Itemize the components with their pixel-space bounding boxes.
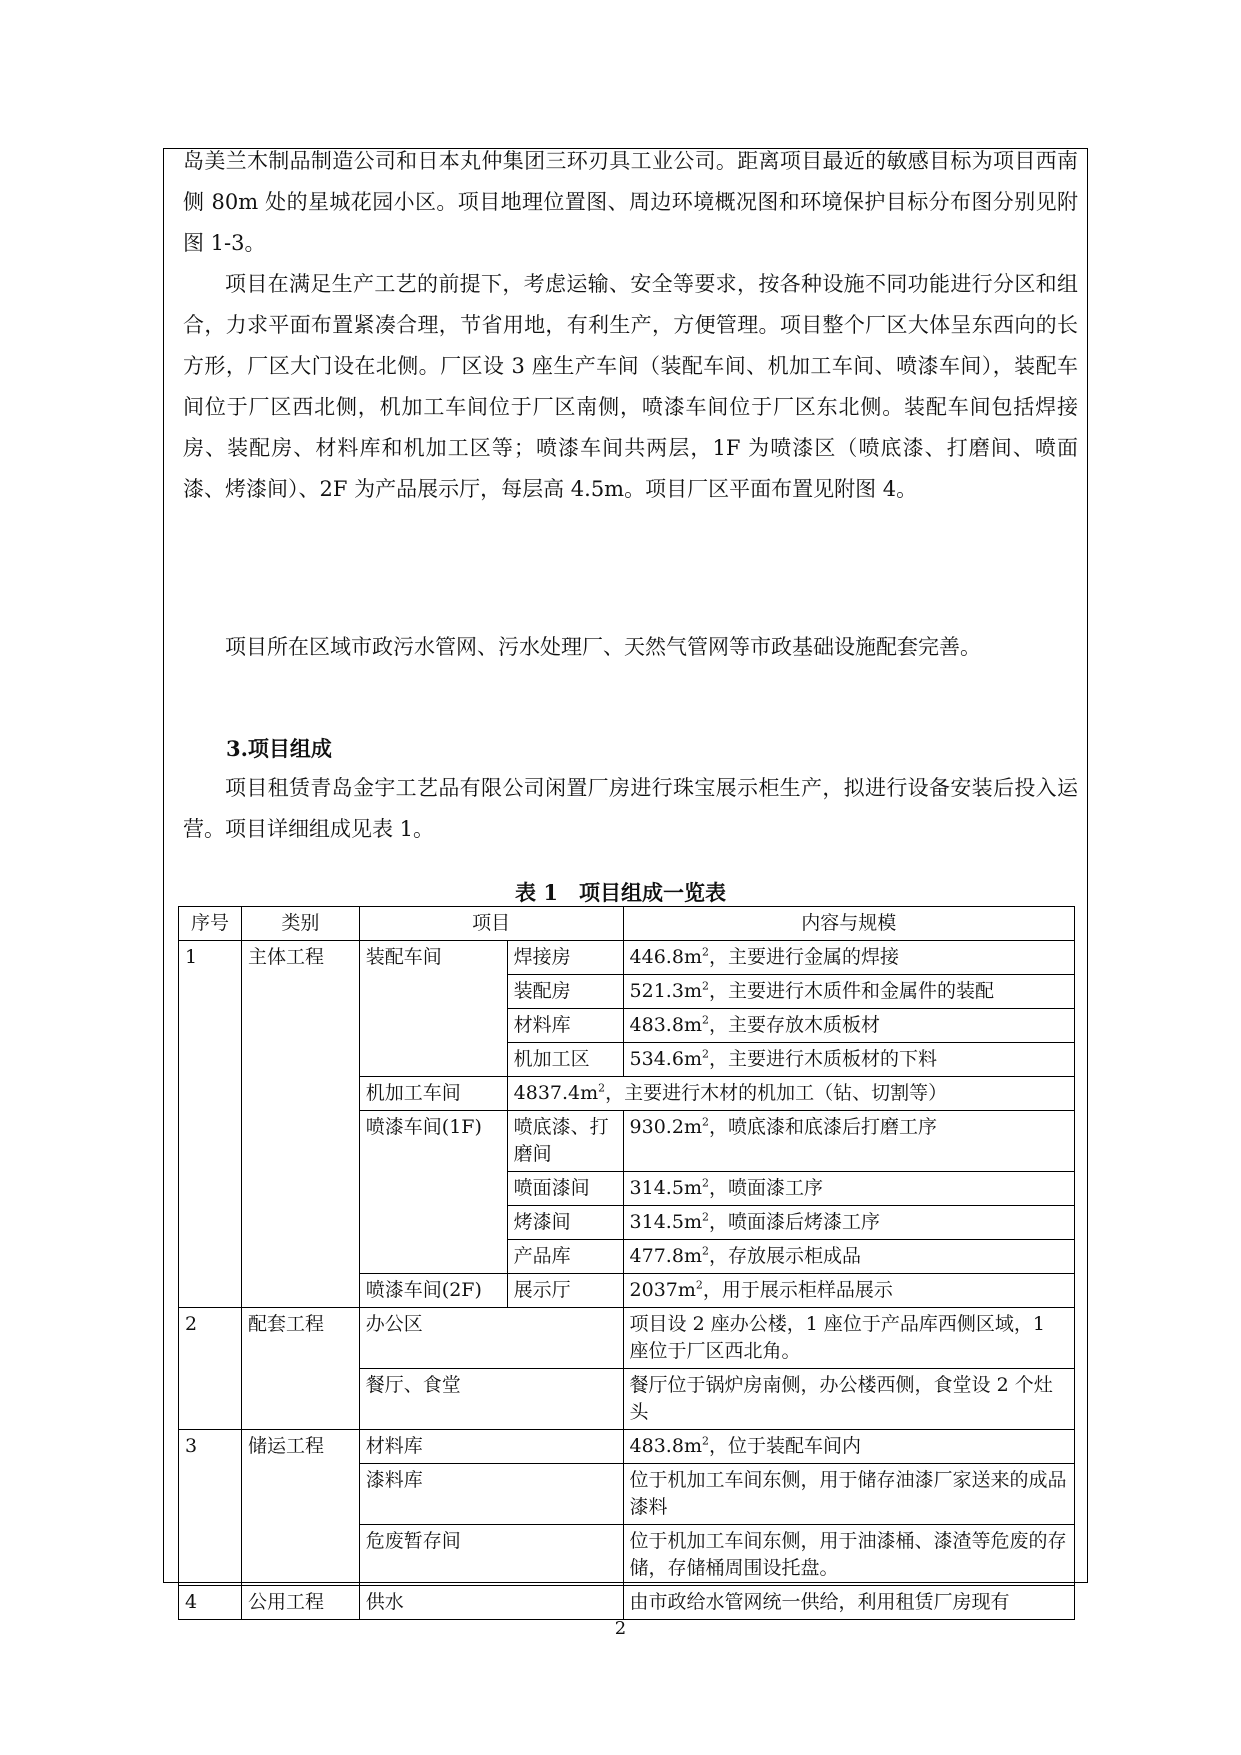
cell-content: $534.6m^2$，主要进行木质板材的下料	[623, 1043, 1074, 1077]
cell-content: $477.8m^2$，存放展示柜成品	[623, 1240, 1074, 1274]
table-header-row	[179, 907, 1075, 941]
cell-index: 2	[179, 1308, 242, 1430]
cell-content: 餐厅位于锅炉房南侧，办公楼西侧，食堂设 2 个灶头	[623, 1369, 1074, 1430]
paragraph-4: 项目租赁青岛金宇工艺品有限公司闲置厂房进行珠宝展示柜生产，拟进行设备安装后投入运营。项目详细组成见表 1。	[183, 776, 1078, 841]
cell-subitem: 机加工区	[507, 1043, 623, 1077]
table-caption: 表 1 项目组成一览表	[515, 880, 726, 905]
cell-content: $930.2m^2$，喷底漆和底漆后打磨工序	[623, 1111, 1074, 1172]
cell-content: 位于机加工车间东侧，用于储存油漆厂家送来的成品漆料	[623, 1464, 1074, 1525]
header-item: 项目	[359, 907, 623, 941]
page-number: 2	[614, 1618, 627, 1639]
cell-content: $314.5m^2$，喷面漆后烤漆工序	[623, 1206, 1074, 1240]
project-composition-table	[178, 906, 1075, 1620]
cell-index: 3	[179, 1430, 242, 1586]
header-content: 内容与规模	[623, 907, 1074, 941]
cell-subitem: 喷底漆、打磨间	[507, 1111, 623, 1172]
cell-content: 由市政给水管网统一供给，利用租赁厂房现有	[623, 1586, 1074, 1620]
cell-content: 位于机加工车间东侧，用于油漆桶、漆渣等危废的存储，存储桶周围设托盘。	[623, 1525, 1074, 1586]
cell-subitem: 产品库	[507, 1240, 623, 1274]
table-row	[179, 941, 1075, 975]
cell-item: 供水	[359, 1586, 623, 1620]
cell-content: $521.3m^2$，主要进行木质件和金属件的装配	[623, 975, 1074, 1009]
cell-item: 危废暂存间	[359, 1525, 623, 1586]
cell-subitem: 烤漆间	[507, 1206, 623, 1240]
cell-subitem: 焊接房	[507, 941, 623, 975]
cell-content: 项目设 2 座办公楼，1 座位于产品库西侧区域，1 座位于厂区西北角。	[623, 1308, 1074, 1369]
header-category: 类别	[241, 907, 359, 941]
cell-subitem: 展示厅	[507, 1274, 623, 1308]
cell-category: 储运工程	[241, 1430, 359, 1586]
cell-subitem: 材料库	[507, 1009, 623, 1043]
cell-content: $4837.4m^2$，主要进行木材的机加工（钻、切割等）	[507, 1077, 1074, 1111]
cell-category: 配套工程	[241, 1308, 359, 1430]
table-row	[179, 1586, 1075, 1620]
cell-content: $2037m^2$，用于展示柜样品展示	[623, 1274, 1074, 1308]
cell-item: 机加工车间	[359, 1077, 507, 1111]
cell-content: $314.5m^2$，喷面漆工序	[623, 1172, 1074, 1206]
paragraph-2: 项目在满足生产工艺的前提下，考虑运输、安全等要求，按各种设施不同功能进行分区和组合，力求平面布置紧凑合理，节省用地，有利生产，方便管理。项目整个厂区大体呈东西向的长方形，厂区大门设在北侧。厂区设 3 座生产车间（装配车间、机加工车间、喷漆车间），装配车间位于厂区西北侧，机加工车间位于厂区南侧，喷漆车间位于厂区东北侧。装配车间包括焊接房、装配房、材料库和机加工区等；喷漆车间共两层，1F 为喷漆区（喷底漆、打磨间、喷面漆、烤漆间）、2F 为产品展示厅，每层高 4.5m。项目厂区平面布置见附图 4。	[183, 272, 1078, 501]
table-row	[179, 1308, 1075, 1369]
cell-item: 办公区	[359, 1308, 623, 1369]
paragraph-3: 项目所在区域市政污水管网、污水处理厂、天然气管网等市政基础设施配套完善。	[225, 635, 981, 659]
header-index: 序号	[179, 907, 242, 941]
cell-content: $483.8m^2$，位于装配车间内	[623, 1430, 1074, 1464]
section-heading: 3.项目组成	[226, 736, 332, 761]
cell-item: 材料库	[359, 1430, 623, 1464]
cell-item: 装配车间	[359, 941, 507, 1077]
cell-subitem: 喷面漆间	[507, 1172, 623, 1206]
cell-item: 餐厅、食堂	[359, 1369, 623, 1430]
cell-item: 喷漆车间(2F)	[359, 1274, 507, 1308]
cell-subitem: 装配房	[507, 975, 623, 1009]
cell-category: 主体工程	[241, 941, 359, 1308]
cell-index: 4	[179, 1586, 242, 1620]
cell-item: 漆料库	[359, 1464, 623, 1525]
cell-content: $483.8m^2$，主要存放木质板材	[623, 1009, 1074, 1043]
cell-category: 公用工程	[241, 1586, 359, 1620]
cell-item: 喷漆车间(1F)	[359, 1111, 507, 1274]
cell-content: $446.8m^2$，主要进行金属的焊接	[623, 941, 1074, 975]
table-row	[179, 1430, 1075, 1464]
paragraph-1: 岛美兰木制品制造公司和日本丸仲集团三环刃具工业公司。距离项目最近的敏感目标为项目西南侧 80m 处的星城花园小区。项目地理位置图、周边环境概况图和环境保护目标分布图分别见附图 1-3。	[183, 149, 1078, 255]
cell-index: 1	[179, 941, 242, 1308]
